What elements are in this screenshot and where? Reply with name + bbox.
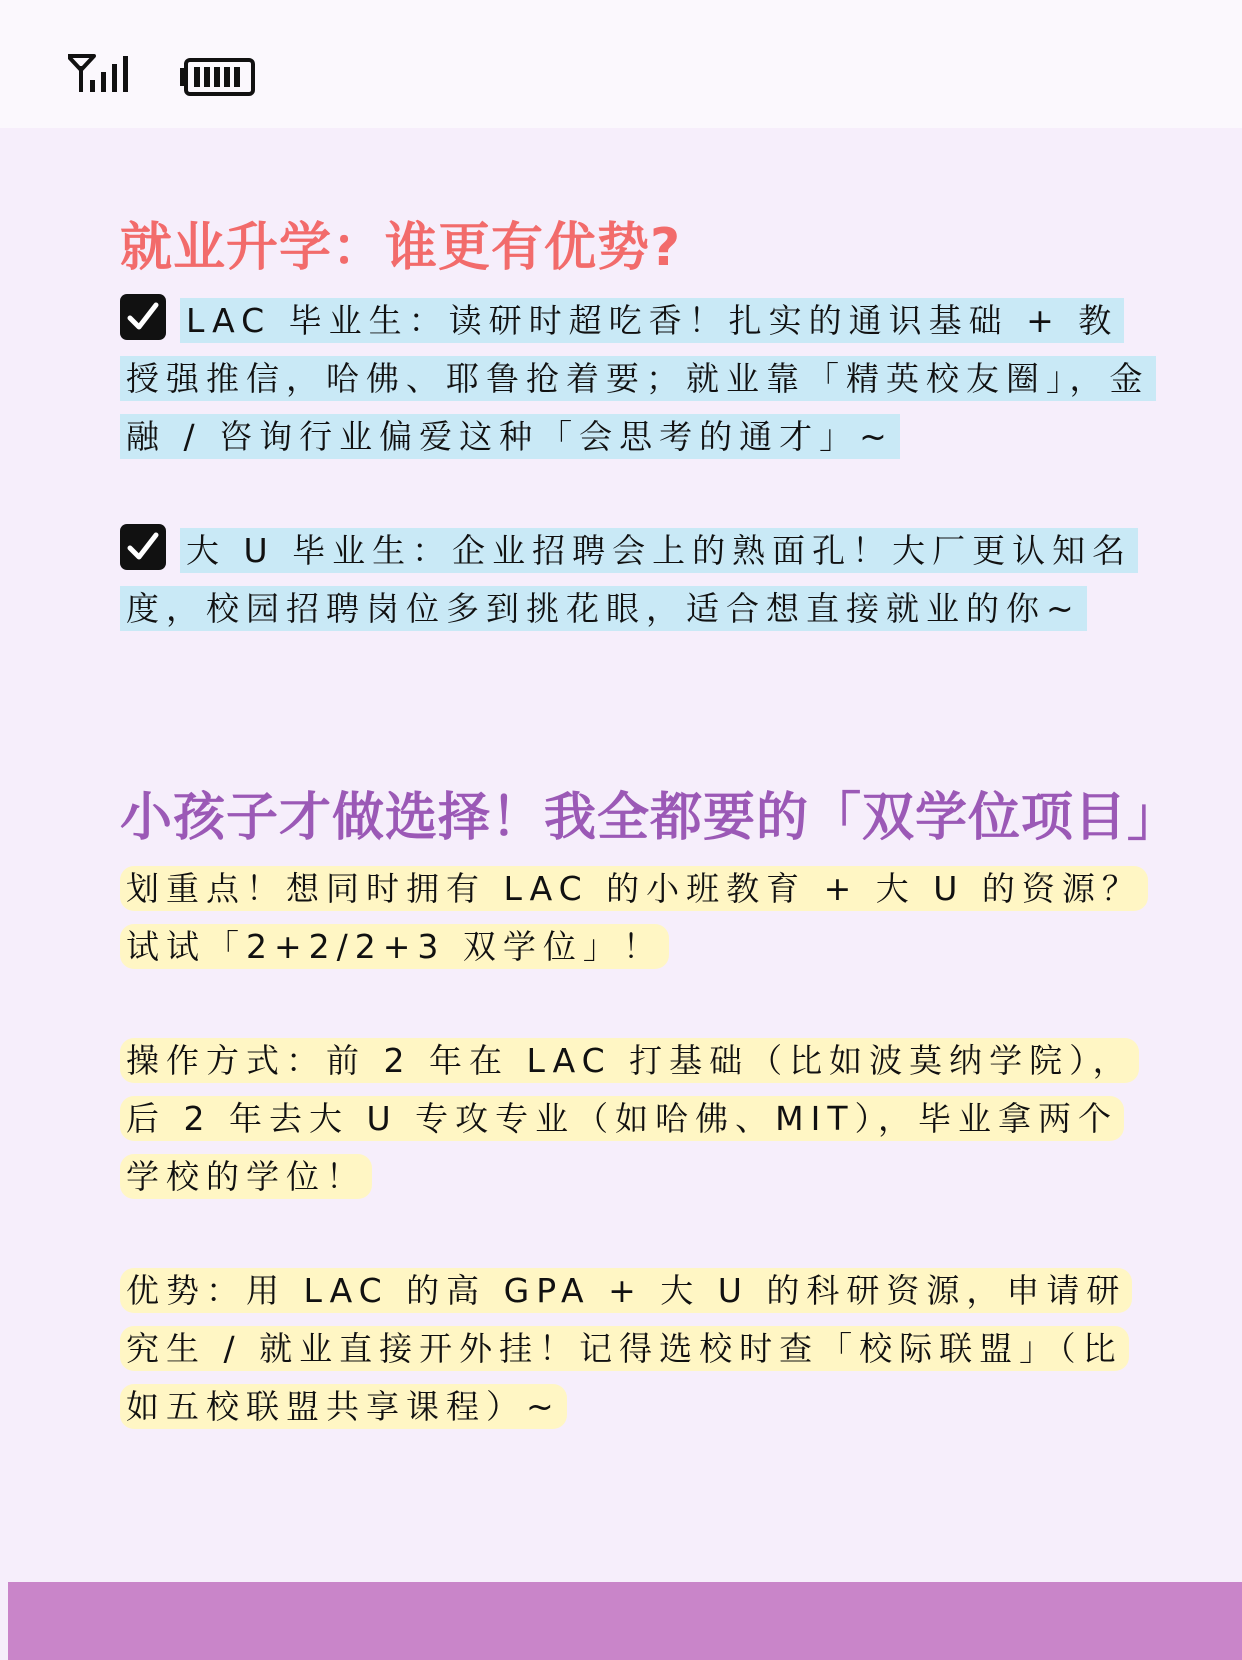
lac-graduates-text: LAC 毕业生：读研时超吃香！扎实的通识基础 + 教授强推信，哈佛、耶鲁抢着要；就业靠「精英校友圈」，金融 / 咨询行业偏爱这种「会思考的通才」~ bbox=[120, 298, 1156, 459]
dual-degree-method bbox=[120, 1032, 1150, 1206]
footer-band bbox=[8, 1582, 1242, 1660]
check-icon bbox=[120, 524, 166, 570]
battery-icon bbox=[178, 58, 256, 96]
dual-degree-advantage-text: 优势：用 LAC 的高 GPA + 大 U 的科研资源，申请研究生 / 就业直接开外挂！记得选校时查「校际联盟」（比如五校联盟共享课程）~ bbox=[120, 1268, 1132, 1429]
status-bar bbox=[0, 0, 1242, 128]
dual-degree-intro-text: 划重点！想同时拥有 LAC 的小班教育 + 大 U 的资源？试试「2+2/2+3 双学位」！ bbox=[120, 866, 1148, 969]
dual-degree-intro bbox=[120, 860, 1150, 976]
dual-degree-method-text: 操作方式：前 2 年在 LAC 打基础（比如波莫纳学院），后 2 年去大 U 专攻专业（如哈佛、MIT），毕业拿两个学校的学位！ bbox=[120, 1038, 1139, 1199]
section2-title: 小孩子才做选择！我全都要的「双学位项目」 bbox=[120, 788, 1181, 848]
dual-degree-advantage bbox=[120, 1262, 1150, 1436]
signal-icon bbox=[68, 54, 140, 94]
check-icon bbox=[120, 294, 166, 340]
lac-graduates-paragraph bbox=[120, 292, 1150, 466]
section1-title: 就业升学：谁更有优势? bbox=[120, 218, 682, 278]
big-u-graduates-paragraph bbox=[120, 522, 1150, 638]
big-u-graduates-text: 大 U 毕业生：企业招聘会上的熟面孔！大厂更认知名度，校园招聘岗位多到挑花眼，适合想直接就业的你~ bbox=[120, 528, 1138, 631]
